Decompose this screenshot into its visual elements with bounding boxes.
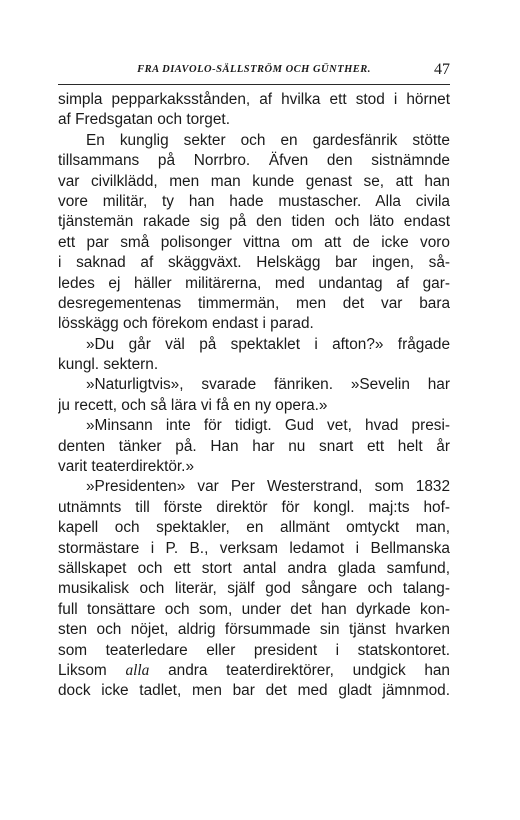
text-line: var civilklädd, men man kunde genast se, att han [58,172,450,190]
text-fragment: Liksom [58,661,126,679]
text-line: dock icke tadlet, men bar det med gladt jämnmod. [58,682,450,700]
text-line: desregementenas timmermän, men det var bara [58,294,450,312]
text-line: musikalisk och literär, själf god sångare och talang- [58,580,450,598]
text-line: kapell och spektakler, en allmänt omtyckt man, [58,519,450,537]
text-line: utnämnts till förste direktör för kongl. maj:ts hof- [58,498,450,516]
text-line: ju recett, och så lära vi få en ny opera.» [58,396,328,414]
text-line: kungl. sektern. [58,356,159,374]
text-line: simpla pepparkaksstånden, af hvilka ett stod i hörnet [58,91,450,108]
text-line: som teaterledare eller president i statskontoret. [58,641,450,659]
text-line: »Naturligtvis», svarade fänriken. »Sevelin har [86,376,450,394]
page-number: 47 [434,61,450,78]
text-fragment: andra teaterdirektörer, undgick han [149,661,450,679]
text-line: lösskägg och förekom endast i parad. [58,315,314,333]
text-line: »Minsann inte för tidigt. Gud vet, hvad presi- [86,417,450,435]
text-line: »Presidenten» var Per Westerstrand, som 1832 [86,478,450,496]
text-line: af Fredsgatan och torget. [58,111,230,129]
text-line: stormästare i P. B., verksam ledamot i Bellmanska [58,539,450,557]
text-line: tillsammans på Norrbro. Äfven den sistnämnde [58,152,450,170]
text-line: sällskapet och ett stort antal andra glada samfund, [58,559,450,577]
text-line: tjänstemän rakade sig på den tiden och läto endast [58,213,450,231]
emphasis-word: alla [125,661,150,679]
text-line: varit teaterdirektör.» [58,458,195,476]
running-header [58,60,450,85]
text-line: sten och nöjet, aldrig försummade sin tjänst hvarken [58,621,450,639]
text-line: »Du går väl på spektaklet i afton?» frågade [86,335,450,353]
text-line [58,661,450,681]
text-line: ett par små polisonger vittna om att de icke voro [58,233,450,251]
text-line: En kunglig sekter och en gardesfänrik stötte [86,131,450,149]
text-line: full tonsättare och som, under det han dyrkade kon- [58,600,450,618]
text-line: denten tänker på. Han har nu snart ett helt år [58,437,450,455]
text-line: i saknad af skäggväxt. Helskägg bar ingen, så- [58,254,450,272]
text-line: ledes ej häller militärerna, med undantag af gar- [58,274,450,292]
body-text [58,90,450,702]
running-title: FRA DIAVOLO-SÄLLSTRÖM OCH GÜNTHER. [137,64,371,75]
text-line: vore militär, ty han hade mustascher. Alla civila [58,192,450,210]
